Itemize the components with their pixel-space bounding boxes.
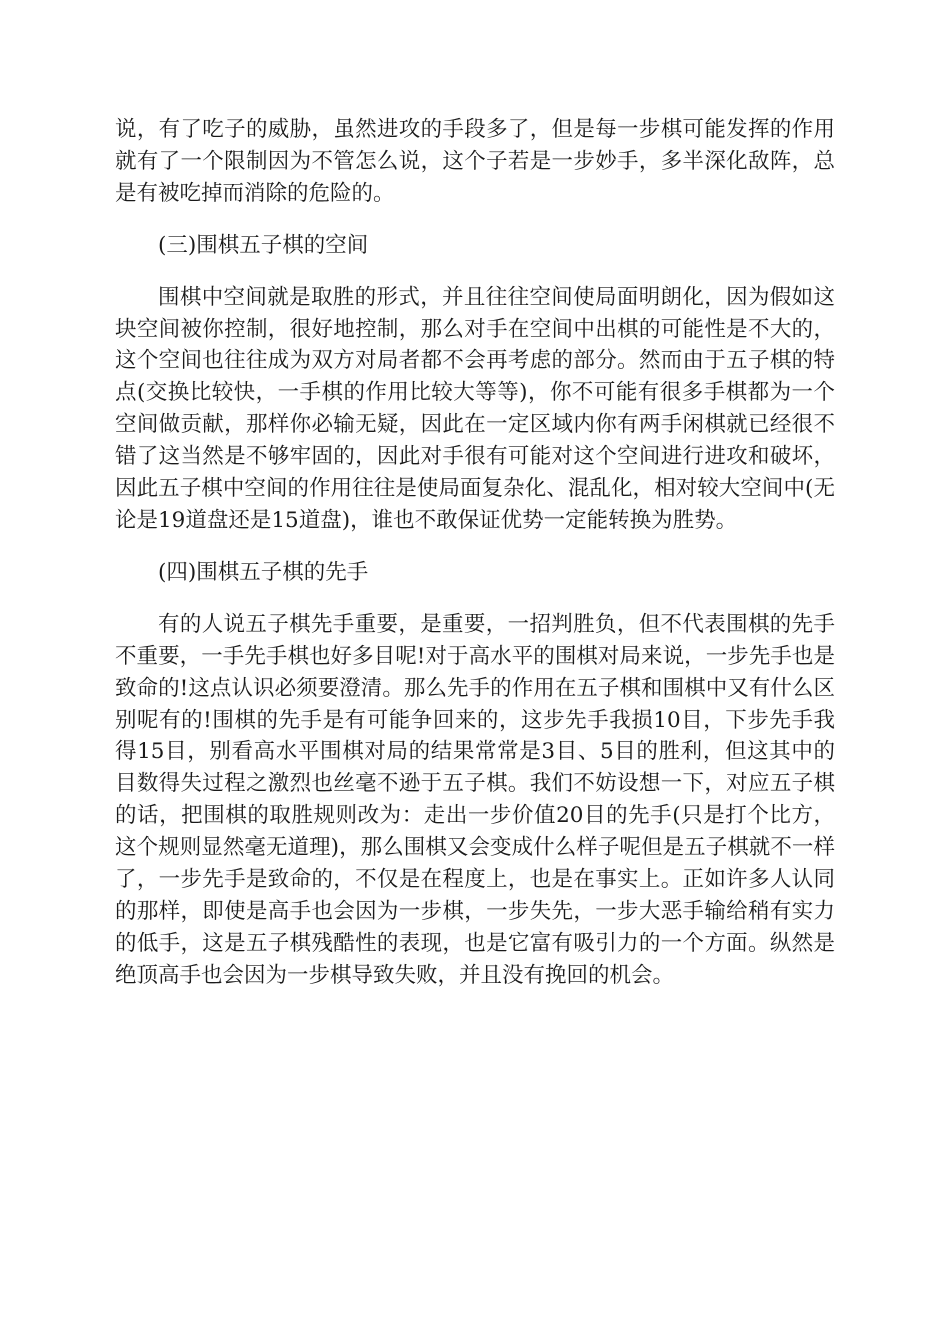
section-heading-space: (三)围棋五子棋的空间	[158, 232, 369, 258]
document-page	[115, 114, 835, 1012]
section-heading-initiative: (四)围棋五子棋的先手	[158, 559, 369, 585]
paragraph-space: 围棋中空间就是取胜的形式，并且往往空间使局面明朗化，因为假如这块空间被你控制，很好地控制，那么对手在空间中出棋的可能性是不大的，这个空间也往往成为双方对局者都不会再考虑的部分。然而由于五子棋的特点(交换比较快，一手棋的作用比较大等等)，你不可能有很多手棋都为一个空间做贡献，那样你必输无疑，因此在一定区域内你有两手闲棋就已经很不错了这当然是不够牢固的，因此对手很有可能对这个空间进行进攻和破坏，因此五子棋中空间的作用往往是使局面复杂化、混乱化，相对较大空间中(无论是19道盘还是15道盘)，谁也不敢保证优势一定能转换为胜势。	[115, 284, 835, 533]
paragraph-continuation: 说，有了吃子的威胁，虽然进攻的手段多了，但是每一步棋可能发挥的作用就有了一个限制因为不管怎么说，这个子若是一步妙手，多半深化敌阵，总是有被吃掉而消除的危险的。	[115, 117, 835, 206]
paragraph-initiative: 有的人说五子棋先手重要，是重要，一招判胜负，但不代表围棋的先手不重要，一手先手棋也好多目呢!对于高水平的围棋对局来说，一步先手也是致命的!这点认识必须要澄清。那么先手的作用在五子棋和围棋中又有什么区别呢有的!围棋的先手是有可能争回来的，这步先手我损10目，下步先手我得15目，别看高水平围棋对局的结果常常是3目、5目的胜利，但这其中的目数得失过程之激烈也丝毫不逊于五子棋。我们不妨设想一下，对应五子棋的话，把围棋的取胜规则改为：走出一步价值20目的先手(只是打个比方，这个规则显然毫无道理)，那么围棋又会变成什么样子呢但是五子棋就不一样了，一步先手是致命的，不仅是在程度上，也是在事实上。正如许多人认同的那样，即使是高手也会因为一步棋，一步失先，一步大恶手输给稍有实力的低手，这是五子棋残酷性的表现，也是它富有吸引力的一个方面。纵然是绝顶高手也会因为一步棋导致失败，并且没有挽回的机会。	[115, 611, 835, 988]
